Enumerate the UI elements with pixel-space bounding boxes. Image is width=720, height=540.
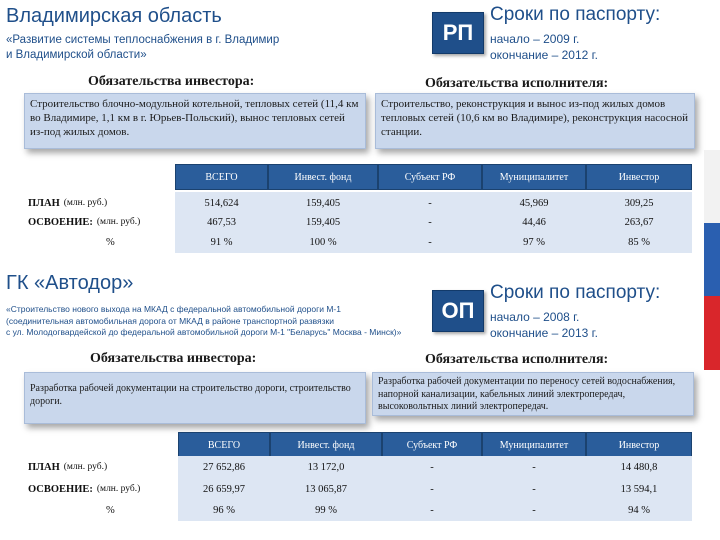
section2-deadline-end: окончание – 2013 г. xyxy=(490,326,598,340)
table-cell: 14 480,8 xyxy=(586,456,692,478)
table-cell: 159,405 xyxy=(268,211,378,233)
row-label-text: ПЛАН xyxy=(28,197,60,209)
table-row-label xyxy=(28,211,140,233)
table-row-label xyxy=(28,478,140,500)
table-header-cell: Муниципалитет xyxy=(482,164,586,190)
section1-deadline-title: Сроки по паспорту: xyxy=(490,4,661,25)
flag-stripe-decoration xyxy=(704,150,720,370)
section1-badge: РП xyxy=(432,12,484,54)
table-header-cell: Субъект РФ xyxy=(382,432,482,458)
table-cell: 13 172,0 xyxy=(270,456,382,478)
section1-investor-box: Строительство блочно-модульной котельной, тепловых сетей (11,4 км во Владимире, 1,1 км в г. Юрьев-Польский), вынос тепловых сетей из-под жилых домов. xyxy=(24,93,366,149)
table-row-label xyxy=(106,231,115,253)
section2-executor-heading: Обязательства исполнителя: xyxy=(425,352,609,367)
table-cell: - xyxy=(378,192,482,214)
row-label-text: ПЛАН xyxy=(28,461,60,473)
section1-deadline-end: окончание – 2012 г. xyxy=(490,48,598,62)
row-label-text: % xyxy=(106,236,115,248)
section2-deadline-title: Сроки по паспорту: xyxy=(490,282,661,303)
table-cell: 97 % xyxy=(482,231,586,253)
table-cell: 13 065,87 xyxy=(270,478,382,500)
section2-deadline-start: начало – 2008 г. xyxy=(490,310,580,324)
section1-executor-box: Строительство, реконструкция и вынос из-под жилых домов тепловых сетей (10,6 км во Владимире), реконструкция насосной станции. xyxy=(375,93,695,149)
row-label-unit: (млн. руб.) xyxy=(96,484,141,494)
table-cell: - xyxy=(378,211,482,233)
row-label-text: ОСВОЕНИЕ: xyxy=(28,216,93,228)
row-label-unit: (млн. руб.) xyxy=(96,217,141,227)
table-cell: 159,405 xyxy=(268,192,378,214)
table-cell: 44,46 xyxy=(482,211,586,233)
table-cell: 13 594,1 xyxy=(586,478,692,500)
section2-subtitle-line3: с ул. Молодогвардейской до федеральной автомобильной дороги М-1 "Беларусь" Москва - Минск)» xyxy=(6,327,402,337)
section1-subtitle-line2: и Владимирской области» xyxy=(6,49,147,61)
section2-investor-box: Разработка рабочей документации на строительство дороги, строительство дороги. xyxy=(24,372,366,424)
table-cell: - xyxy=(382,499,482,521)
section1-executor-heading: Обязательства исполнителя: xyxy=(425,76,609,91)
table-cell: 94 % xyxy=(586,499,692,521)
table-cell: 26 659,97 xyxy=(178,478,270,500)
table-cell: - xyxy=(378,231,482,253)
section2-subtitle-line1: «Строительство нового выхода на МКАД с федеральной автомобильной дороги М-1 xyxy=(6,304,341,314)
section2-investor-heading: Обязательства инвестора: xyxy=(90,351,257,366)
table-cell: 45,969 xyxy=(482,192,586,214)
table-cell: 309,25 xyxy=(586,192,692,214)
table-cell: - xyxy=(482,456,586,478)
section1-title: Владимирская область xyxy=(6,5,222,27)
table-row-label xyxy=(28,456,107,478)
table-cell: 96 % xyxy=(178,499,270,521)
table-cell: 100 % xyxy=(268,231,378,253)
table-cell: 91 % xyxy=(175,231,268,253)
section2-subtitle-line2: (соединительная автомобильная дорога от МКАД в районе транспортной развязки xyxy=(6,315,335,326)
table-header-cell: Муниципалитет xyxy=(482,432,586,458)
row-label-text: % xyxy=(106,504,115,516)
table-header-cell: Инвест. фонд xyxy=(270,432,382,458)
table-cell: 85 % xyxy=(586,231,692,253)
section2-subtitle xyxy=(6,304,426,339)
row-label-text: ОСВОЕНИЕ: xyxy=(28,483,93,495)
table-header-cell: Инвестор xyxy=(586,432,692,458)
table-header-cell: Субъект РФ xyxy=(378,164,482,190)
table-cell: - xyxy=(482,478,586,500)
table-cell: 514,624 xyxy=(175,192,268,214)
table-cell: - xyxy=(382,478,482,500)
section2-badge: ОП xyxy=(432,290,484,332)
section1-investor-heading: Обязательства инвестора: xyxy=(88,74,255,89)
table-cell: 467,53 xyxy=(175,211,268,233)
table-cell: 27 652,86 xyxy=(178,456,270,478)
table-row-label xyxy=(106,499,115,521)
table-cell: 99 % xyxy=(270,499,382,521)
table-cell: - xyxy=(382,456,482,478)
section2-title: ГК «Автодор» xyxy=(6,272,134,294)
table-header-cell: Инвестор xyxy=(586,164,692,190)
table-header-cell: Инвест. фонд xyxy=(268,164,378,190)
row-label-unit: (млн. руб.) xyxy=(63,462,108,472)
section1-subtitle-line1: «Развитие системы теплоснабжения в г. Владимир xyxy=(6,34,280,46)
section1-deadline-start: начало – 2009 г. xyxy=(490,32,580,46)
section1-subtitle xyxy=(6,33,386,63)
table-header-cell: ВСЕГО xyxy=(175,164,268,190)
table-cell: 263,67 xyxy=(586,211,692,233)
table-header-cell: ВСЕГО xyxy=(178,432,270,458)
row-label-unit: (млн. руб.) xyxy=(63,198,108,208)
table-cell: - xyxy=(482,499,586,521)
section2-executor-box: Разработка рабочей документации по переносу сетей водоснабжения, напорной канализации, кабельных линий электропередач, высоковольтных линий электропередач. xyxy=(372,372,694,416)
